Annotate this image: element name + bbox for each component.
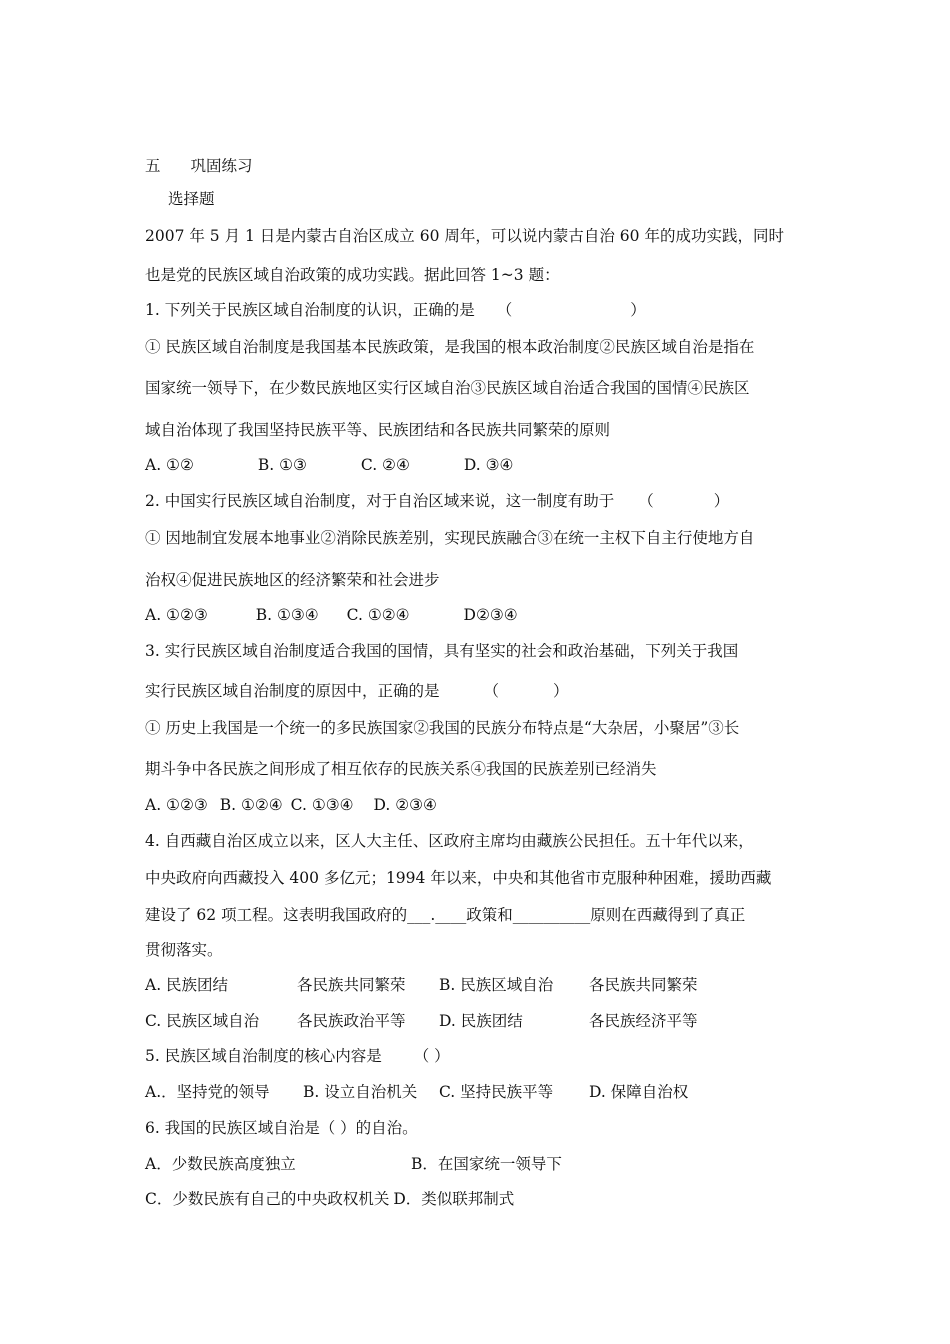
q6-stem: 6. 我国的民族区域自治是（ ）的自治。 [145,1119,418,1137]
q4-options-row-2 [145,1010,698,1032]
q3-option-b: B. ①②④ [219,796,283,814]
q4-line-3-b: 政策和 [466,906,513,924]
q1-stem-text: 1. 下列关于民族区域自治制度的认识，正确的是 [145,301,475,319]
q4-line-4: 贯彻落实。 [145,941,223,959]
q6-options-row-2 [145,1188,514,1210]
section-heading [145,155,253,177]
q2-option-b: B. ①③④ [255,606,319,624]
subsection-title: 选择题 [168,190,215,208]
q4-option-a-2: 各民族共同繁荣 [297,976,406,994]
q3-option-c: C. ①③④ [290,796,354,814]
q1-option-a: A. ①② [145,456,194,474]
q4-blank-1: ___.____ [407,906,467,924]
section-title: 巩固练习 [190,157,253,175]
q1-options [145,454,513,476]
q6-option-d: D．类似联邦制式 [393,1190,515,1208]
q5-stem [145,1045,450,1067]
q5-option-b: B. 设立自治机关 [303,1083,418,1101]
q6-option-c: C．少数民族有自己的中央政权机关 [145,1190,390,1208]
q4-blank-2: __________ [512,906,591,924]
q4-option-d-1: D. 民族团结 [439,1012,523,1030]
q5-option-c: C. 坚持民族平等 [439,1083,554,1101]
q4-line-3-c: 原则在西藏得到了真正 [590,906,746,924]
q4-option-d-2: 各民族经济平等 [589,1012,698,1030]
q6-option-b: B．在国家统一领导下 [411,1155,562,1173]
q3-body-1: ① 历史上我国是一个统一的多民族国家②我国的民族分布特点是“大杂居，小聚居”③长 [145,719,740,737]
q3-stem-2 [145,680,569,702]
q3-options [145,794,437,816]
q4-line-2: 中央政府向西藏投入 400 多亿元；1994 年以来，中央和其他省市克服种种困难，援助西藏 [145,869,772,887]
q4-option-c-1: C. 民族区域自治 [145,1012,260,1030]
q2-stem-text: 2. 中国实行民族区域自治制度，对于自治区域来说，这一制度有助于 [145,492,615,510]
q4-option-b-1: B. 民族区域自治 [439,976,554,994]
q3-body-2: 期斗争中各民族之间形成了相互依存的民族关系④我国的民族差别已经消失 [145,760,657,778]
q2-body-1: ① 因地制宜发展本地事业②消除民族差别，实现民族融合③在统一主权下自主行使地方自 [145,529,755,547]
q1-paren-open: （ [496,301,513,319]
q5-option-d: D. 保障自治权 [589,1083,689,1101]
q4-option-c-2: 各民族政治平等 [297,1012,406,1030]
q4-option-a-1: A. 民族团结 [145,976,229,994]
q3-stem-2-text: 实行民族区域自治制度的原因中，正确的是 [145,682,440,700]
q2-body-2: 治权④促进民族地区的经济繁荣和社会进步 [145,571,440,589]
q2-options [145,604,518,626]
intro-line-2: 也是党的民族区域自治政策的成功实践。据此回答 1~3 题： [145,266,560,284]
q1-option-c: C. ②④ [360,456,410,474]
q2-paren-open: （ [638,492,654,510]
q6-options-row-1 [145,1153,562,1175]
q4-line-3 [145,904,745,926]
q5-option-a: A.．坚持党的领导 [145,1083,270,1101]
q2-paren-close: ） [713,492,730,510]
q1-body-1: ① 民族区域自治制度是我国基本民族政策，是我国的根本政治制度②民族区域自治是指在 [145,338,755,356]
q1-body-2: 国家统一领导下，在少数民族地区实行区域自治③民族区域自治适合我国的国情④民族区 [145,379,750,397]
q1-option-d: D. ③④ [463,456,514,474]
q3-stem-1: 3. 实行民族区域自治制度适合我国的国情，具有坚实的社会和政治基础，下列关于我国 [145,642,739,660]
q2-option-a: A. ①②③ [145,606,208,624]
q2-option-d: D②③④ [463,606,518,624]
q4-line-3-a: 建设了 62 项工程。这表明我国政府的 [145,906,408,924]
q1-option-b: B. ①③ [257,456,307,474]
q3-paren-close: ） [553,682,569,700]
q4-options-row-1 [145,974,698,996]
intro-line-1: 2007 年 5 月 1 日是内蒙古自治区成立 60 周年，可以说内蒙古自治 60 年的成功实践，同时 [145,227,784,245]
q5-paren: （ ） [413,1047,450,1065]
q4-option-b-2: 各民族共同繁荣 [589,976,698,994]
q3-option-a: A. ①②③ [145,796,208,814]
q5-options [145,1081,688,1103]
q5-stem-text: 5. 民族区域自治制度的核心内容是 [145,1047,382,1065]
q6-option-a: A．少数民族高度独立 [145,1155,296,1173]
q1-paren-close: ） [630,301,646,319]
q3-paren-open: （ [483,682,500,700]
q1-body-3: 域自治体现了我国坚持民族平等、民族团结和各民族共同繁荣的原则 [145,421,611,439]
section-number: 五 [145,157,161,175]
q1-stem [145,299,646,321]
q3-option-d: D. ②③④ [373,796,437,814]
q4-line-1: 4. 自西藏自治区成立以来，区人大主任、区政府主席均由藏族公民担任。五十年代以来， [145,832,754,850]
q2-option-c: C. ①②④ [346,606,410,624]
q2-stem [145,490,729,512]
